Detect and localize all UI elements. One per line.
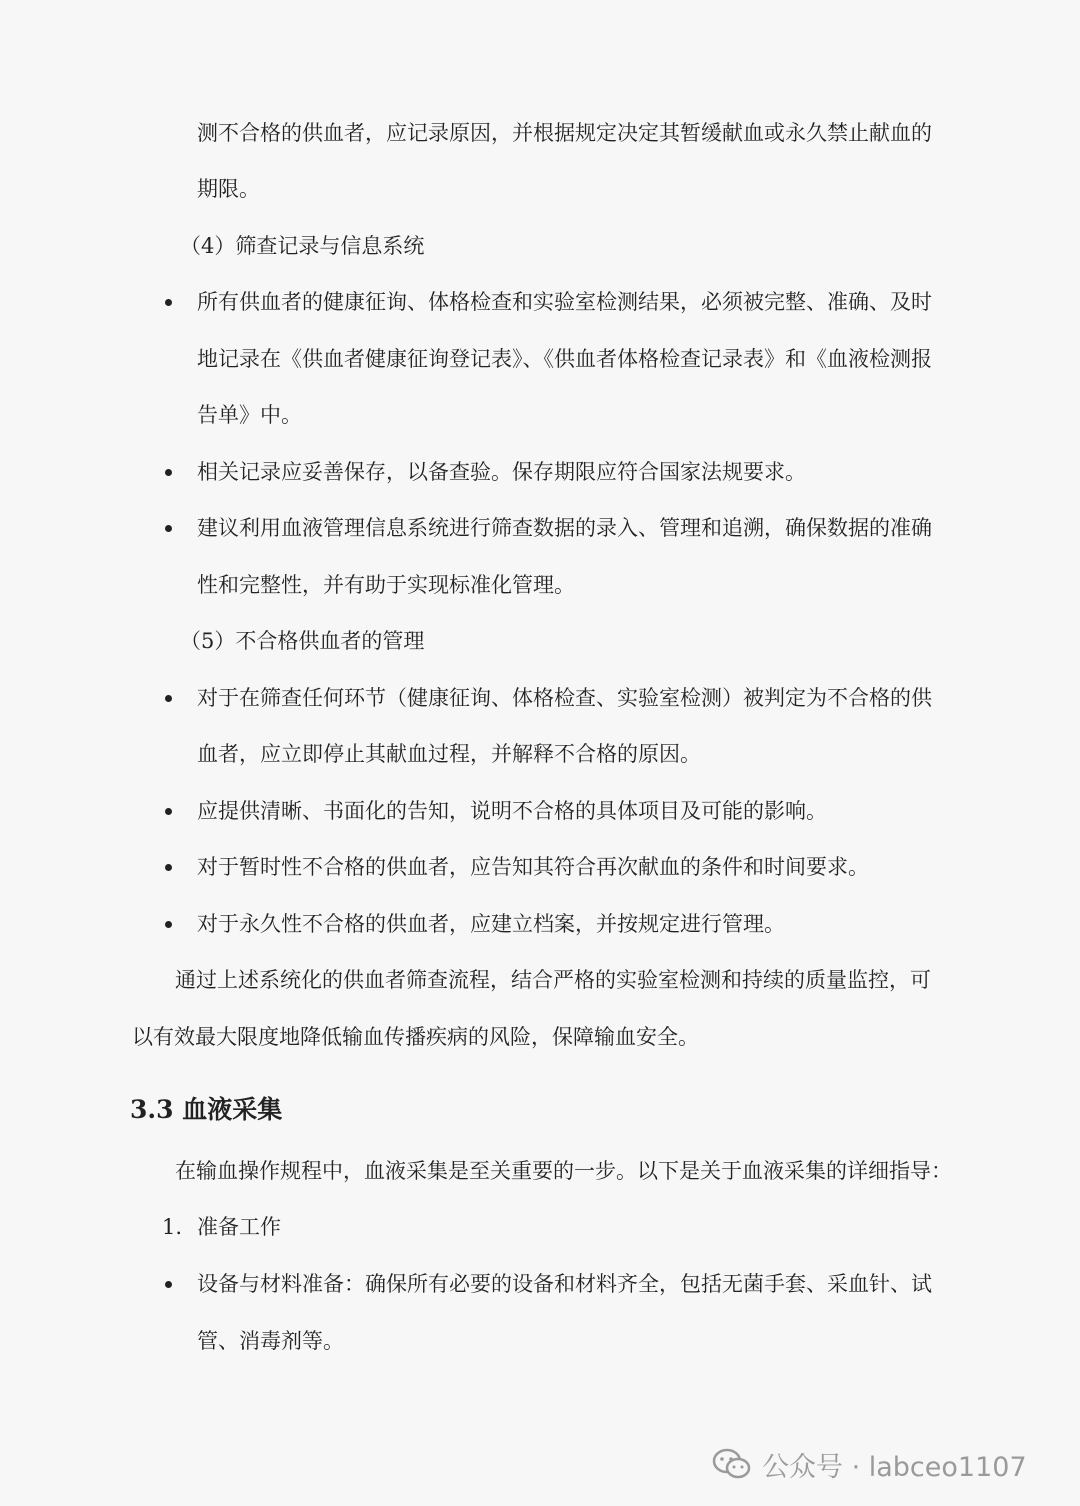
bullet-icon: [165, 1281, 172, 1288]
bullet-icon: [165, 695, 172, 702]
bullet-icon: [165, 864, 172, 871]
subsection-title: （5）不合格供血者的管理: [180, 629, 425, 653]
list-item-line: 相关记录应妥善保存，以备查验。保存期限应符合国家法规要求。: [197, 460, 806, 484]
list-item-line: 对于永久性不合格的供血者，应建立档案，并按规定进行管理。: [197, 912, 785, 936]
subsection-title: （4）筛查记录与信息系统: [180, 234, 425, 258]
section-heading: 3.3 血液采集: [130, 1095, 283, 1124]
bullet-icon: [165, 469, 172, 476]
paragraph-line: 通过上述系统化的供血者筛查流程，结合严格的实验室检测和持续的质量监控，可: [175, 968, 931, 992]
paragraph-line: 测不合格的供血者，应记录原因，并根据规定决定其暂缓献血或永久禁止献血的: [197, 121, 932, 145]
list-item-line: 告单》中。: [197, 403, 302, 427]
paragraph-line: 在输血操作规程中，血液采集是至关重要的一步。以下是关于血液采集的详细指导：: [175, 1159, 952, 1183]
wechat-icon: [712, 1447, 752, 1481]
list-item-line: 地记录在《供血者健康征询登记表》、《供血者体格检查记录表》和《血液检测报: [197, 347, 932, 371]
bullet-icon: [165, 808, 172, 815]
numbered-item-title: 准备工作: [197, 1215, 281, 1239]
watermark-text: 公众号 · labceo1107: [762, 1451, 1027, 1483]
list-item-line: 对于暂时性不合格的供血者，应告知其符合再次献血的条件和时间要求。: [197, 855, 869, 879]
bullet-icon: [165, 299, 172, 306]
list-item-line: 性和完整性，并有助于实现标准化管理。: [197, 573, 575, 597]
list-item-line: 血者，应立即停止其献血过程，并解释不合格的原因。: [197, 742, 701, 766]
list-item-line: 管、消毒剂等。: [197, 1329, 344, 1353]
list-item-line: 所有供血者的健康征询、体格检查和实验室检测结果，必须被完整、准确、及时: [197, 290, 932, 314]
paragraph-line: 期限。: [197, 177, 260, 201]
list-item-line: 建议利用血液管理信息系统进行筛查数据的录入、管理和追溯，确保数据的准确: [197, 516, 932, 540]
paragraph-line: 以有效最大限度地降低输血传播疾病的风险，保障输血安全。: [132, 1025, 699, 1049]
watermark: [712, 1440, 1027, 1488]
list-number: 1.: [162, 1215, 183, 1239]
list-item-line: 应提供清晰、书面化的告知，说明不合格的具体项目及可能的影响。: [197, 799, 827, 823]
bullet-icon: [165, 921, 172, 928]
list-item-line: 对于在筛查任何环节（健康征询、体格检查、实验室检测）被判定为不合格的供: [197, 686, 932, 710]
bullet-icon: [165, 525, 172, 532]
list-item-line: 设备与材料准备：确保所有必要的设备和材料齐全，包括无菌手套、采血针、试: [197, 1272, 932, 1296]
